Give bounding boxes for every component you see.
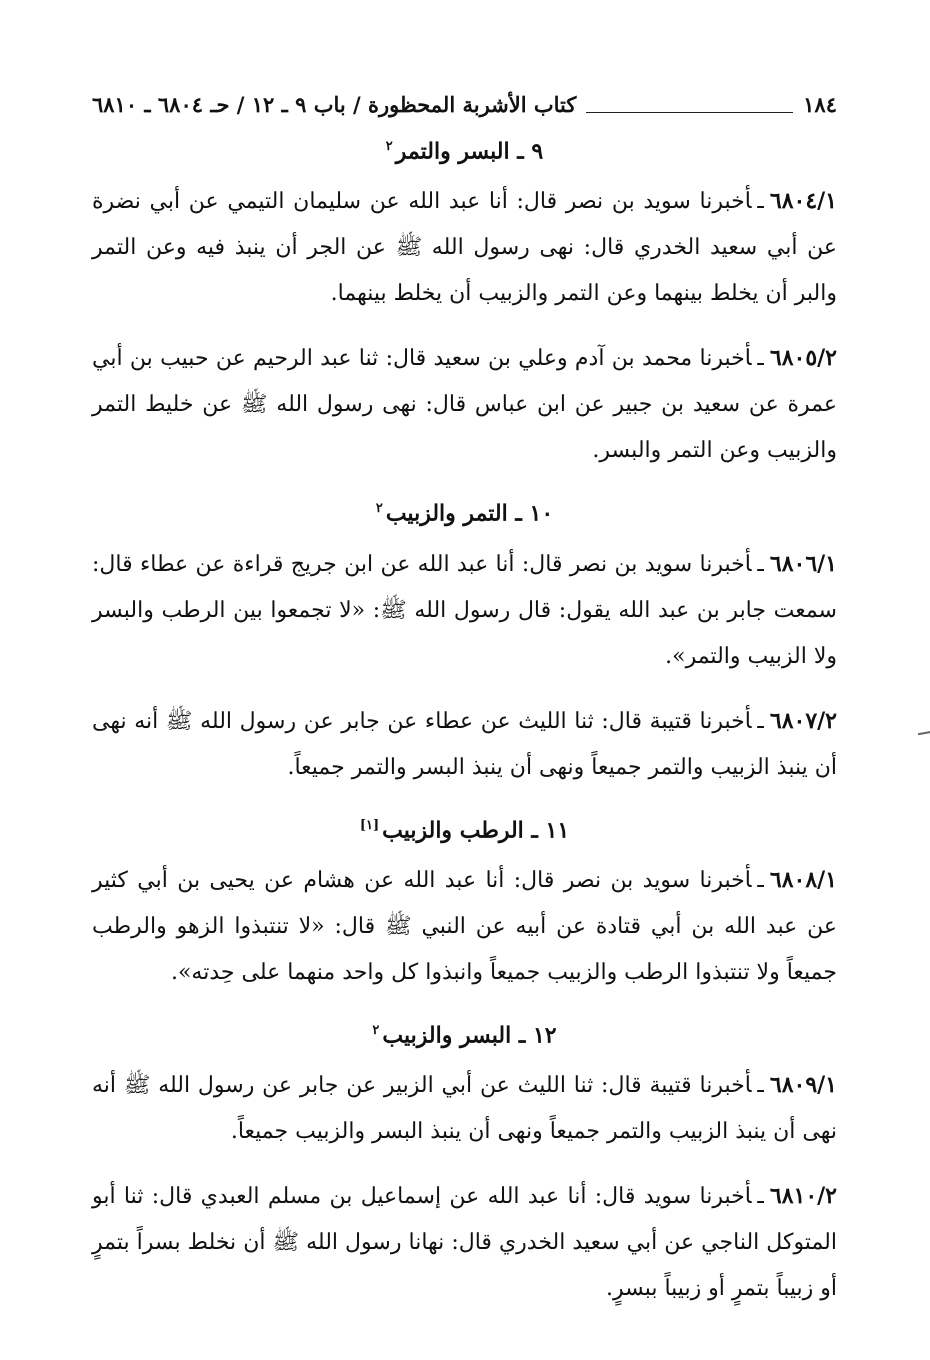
- hadith-number: ٦٨٠٥/٢: [769, 345, 837, 372]
- footnote-marker: ٢: [372, 1022, 380, 1038]
- scan-mark: [918, 731, 930, 735]
- section-title: ١٢ ـ البسر والزبيب: [382, 1022, 557, 1049]
- hadith-number: ٦٨٠٨/١: [769, 866, 837, 893]
- section-heading: [92, 130, 837, 168]
- hadith-paragraph: ٦٨١٠/٢ـأخبرنا سويد قال: أنا عبد الله عن إسماعيل بن مسلم العبدي قال: ثنا أبو المتوكل الناجي عن أبي سعيد الخدري قال: نهانا رسول الله ﷺ أن نخلط بسراً بتمرٍ أو زبيباً بتمرٍ أو زبيباً ببسرٍ.: [92, 1183, 837, 1302]
- hadith-number: ٦٨٠٧/٢: [769, 707, 837, 734]
- section-11: [92, 809, 837, 996]
- document-page: [92, 88, 837, 1330]
- hadith-text: أخبرنا سويد بن نصر قال: أنا عبد الله عن سليمان التيمي عن أبي نضرة عن أبي سعيد الخدري قال: نهى رسول الله ﷺ عن الجر أن ينبذ فيه وعن التمر والبر أن يخلط بينهما وعن التمر والزبيب أن يخلط بينهما.: [92, 189, 837, 307]
- section-title: ١١ ـ الرطب والزبيب: [382, 816, 570, 843]
- section-title: ٩ ـ البسر والتمر: [395, 138, 544, 165]
- section-12: [92, 1014, 837, 1312]
- hadith-text: أخبرنا سويد بن نصر قال: أنا عبد الله عن هشام عن يحيى بن أبي كثير عن عبد الله بن أبي قتادة عن أبيه عن النبي ﷺ قال: «لا تنتبذوا الزهو والرطب جميعاً ولا تنتبذوا الرطب والزبيب جميعاً وانبذوا كل واحد منهما على حِدته».: [92, 867, 837, 985]
- section-heading: [92, 492, 837, 530]
- hadith-paragraph: ٦٨٠٨/١ـأخبرنا سويد بن نصر قال: أنا عبد الله عن هشام عن يحيى بن أبي كثير عن عبد الله بن أبي قتادة عن أبيه عن النبي ﷺ قال: «لا تنتبذوا الزهو والرطب جميعاً ولا تنتبذوا الرطب والزبيب جميعاً وانبذوا كل واحد منهما على حِدته».: [92, 866, 837, 985]
- header-title: كتاب الأشربة المحظورة / باب ٩ ـ ١٢ / حـ ٦٨٠٤ ـ ٦٨١٠: [92, 92, 577, 117]
- section-10: [92, 492, 837, 790]
- section-heading: [92, 1014, 837, 1052]
- hadith-text: أخبرنا قتيبة قال: ثنا الليث عن أبي الزبير عن جابر عن رسول الله ﷺ أنه نهى أن ينبذ الزبيب والتمر جميعاً ونهى أن ينبذ البسر والزبيب جميعاً.: [92, 1073, 837, 1145]
- hadith-number: ٦٨٠٦/١: [769, 550, 837, 577]
- hadith-paragraph: ٦٨٠٩/١ـأخبرنا قتيبة قال: ثنا الليث عن أبي الزبير عن جابر عن رسول الله ﷺ أنه نهى أن ينبذ الزبيب والتمر جميعاً ونهى أن ينبذ البسر والزبيب جميعاً.: [92, 1072, 837, 1145]
- hadith-number: ٦٨١٠/٢: [769, 1183, 837, 1210]
- footnote-marker: [١]: [359, 817, 380, 833]
- hadith-paragraph: ٦٨٠٦/١ـأخبرنا سويد بن نصر قال: أنا عبد الله عن ابن جريج قراءة عن عطاء قال: سمعت جابر بن عبد الله يقول: قال رسول الله ﷺ: «لا تجمعوا بين الرطب والبسر ولا الزبيب والتمر».: [92, 550, 837, 669]
- hadith-text: أخبرنا سويد قال: أنا عبد الله عن إسماعيل بن مسلم العبدي قال: ثنا أبو المتوكل الناجي عن أبي سعيد الخدري قال: نهانا رسول الله ﷺ أن نخلط بسراً بتمرٍ أو زبيباً بتمرٍ أو زبيباً ببسرٍ.: [92, 1184, 837, 1302]
- running-header: [92, 88, 837, 122]
- section-title: ١٠ ـ التمر والزبيب: [385, 500, 554, 527]
- page-number: ١٨٤: [803, 92, 837, 117]
- hadith-paragraph: ٦٨٠٧/٢ـأخبرنا قتيبة قال: ثنا الليث عن عطاء عن جابر عن رسول الله ﷺ أنه نهى أن ينبذ الزبيب والتمر جميعاً ونهى أن ينبذ البسر والتمر جميعاً.: [92, 707, 837, 780]
- section-9: [92, 130, 837, 474]
- hadith-number: ٦٨٠٤/١: [769, 188, 837, 215]
- hadith-paragraph: ٦٨٠٥/٢ـأخبرنا محمد بن آدم وعلي بن سعيد قال: ثنا عبد الرحيم عن حبيب بن أبي عمرة عن سعيد بن جبير عن ابن عباس قال: نهى رسول الله ﷺ عن خليط التمر والزبيب وعن التمر والبسر.: [92, 345, 837, 464]
- hadith-text: أخبرنا قتيبة قال: ثنا الليث عن عطاء عن جابر عن رسول الله ﷺ أنه نهى أن ينبذ الزبيب والتمر جميعاً ونهى أن ينبذ البسر والتمر جميعاً.: [92, 708, 837, 780]
- section-heading: [92, 809, 837, 847]
- hadith-text: أخبرنا سويد بن نصر قال: أنا عبد الله عن ابن جريج قراءة عن عطاء قال: سمعت جابر بن عبد الله يقول: قال رسول الله ﷺ: «لا تجمعوا بين الرطب والبسر ولا الزبيب والتمر».: [92, 551, 837, 669]
- hadith-paragraph: ٦٨٠٤/١ـأخبرنا سويد بن نصر قال: أنا عبد الله عن سليمان التيمي عن أبي نضرة عن أبي سعيد الخدري قال: نهى رسول الله ﷺ عن الجر أن ينبذ فيه وعن التمر والبر أن يخلط بينهما وعن التمر والزبيب أن يخلط بينهما.: [92, 188, 837, 307]
- footnote-marker: ٢: [385, 139, 393, 154]
- footnote-marker: ٢: [375, 501, 383, 517]
- header-rule: [586, 112, 793, 113]
- hadith-number: ٦٨٠٩/١: [769, 1072, 837, 1099]
- hadith-text: أخبرنا محمد بن آدم وعلي بن سعيد قال: ثنا عبد الرحيم عن حبيب بن أبي عمرة عن سعيد بن جبير عن ابن عباس قال: نهى رسول الله ﷺ عن خليط التمر والزبيب وعن التمر والبسر.: [92, 346, 837, 464]
